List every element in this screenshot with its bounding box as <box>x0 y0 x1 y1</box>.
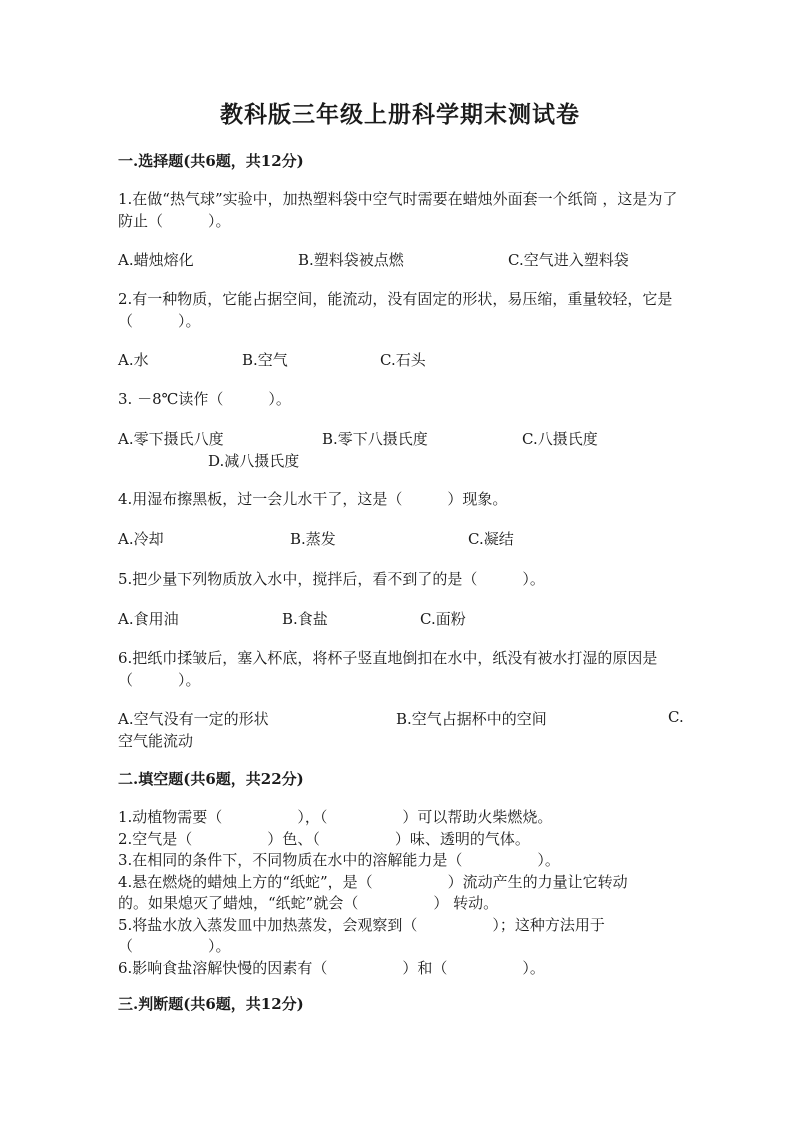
q5-option-b: B.食盐 <box>282 610 328 628</box>
fill-line-6: 6.影响食盐溶解快慢的因素有（ ）和（ ）。 <box>118 958 545 977</box>
q2-option-c: C.石头 <box>380 351 426 369</box>
page-title: 教科版三年级上册科学期末测试卷 <box>220 101 580 128</box>
q4-option-a: A.冷却 <box>118 530 164 548</box>
section-heading-choice: 一.选择题(共6题，共12分) <box>118 152 304 170</box>
q3-option-b: B.零下八摄氏度 <box>322 430 428 448</box>
fill-line-4b: 的。如果熄灭了蜡烛，“纸蛇”就会（ ） 转动。 <box>118 894 499 912</box>
fill-blank-list <box>118 807 698 979</box>
fill-line-2: 2.空气是（ ）色、（ ）味、透明的气体。 <box>118 829 530 848</box>
q4-option-c: C.凝结 <box>468 530 514 548</box>
q5-option-c: C.面粉 <box>420 610 466 628</box>
question-6: 6.把纸巾揉皱后，塞入杯底，将杯子竖直地倒扣在水中，纸没有被水打湿的原因是（ ）。 <box>118 649 658 689</box>
q4-option-b: B.蒸发 <box>290 530 336 548</box>
question-4: 4.用湿布擦黑板，过一会儿水干了，这是（ ）现象。 <box>118 490 508 508</box>
fill-line-5b: （ ）。 <box>118 937 231 955</box>
question-1: 1.在做“热气球”实验中，加热塑料袋中空气时需要在蜡烛外面套一个纸筒 ，这是为了防止（ ）。 <box>118 190 678 230</box>
fill-line-4a: 4.悬在燃烧的蜡烛上方的“纸蛇”，是（ ）流动产生的力量让它转动 <box>118 872 628 891</box>
section-heading-judge: 三.判断题(共6题，共12分) <box>118 995 304 1013</box>
question-5: 5.把少量下列物质放入水中，搅拌后，看不到了的是（ ）。 <box>118 570 545 588</box>
q3-option-d: D.减八摄氏度 <box>208 452 300 470</box>
fill-line-1: 1.动植物需要（ ），（ ）可以帮助火柴燃烧。 <box>118 808 553 826</box>
question-2: 2.有一种物质，它能占据空间，能流动，没有固定的形状，易压缩，重量较轻，它是 （ ）。 <box>118 290 673 330</box>
q6-option-c: C. <box>668 708 684 726</box>
q6-option-b: B.空气占据杯中的空间 <box>396 710 547 728</box>
q1-option-a: A.蜡烛熔化 <box>118 251 194 269</box>
fill-line-5a: 5.将盐水放入蒸发皿中加热蒸发，会观察到（ ）；这种方法用于 <box>118 915 605 934</box>
q6-option-a: A.空气没有一定的形状 <box>118 710 269 728</box>
q2-option-a: A.水 <box>118 351 149 369</box>
fill-line-3: 3.在相同的条件下，不同物质在水中的溶解能力是（ ）。 <box>118 851 560 869</box>
q6-option-c-text: 空气能流动 <box>118 732 194 750</box>
q1-option-b: B.塑料袋被点燃 <box>298 251 404 269</box>
q2-option-b: B.空气 <box>242 351 288 369</box>
q5-option-a: A.食用油 <box>118 610 179 628</box>
q3-option-c: C.八摄氏度 <box>522 430 598 448</box>
question-3: 3. －8℃读作（ ）。 <box>118 390 291 408</box>
q3-option-a: A.零下摄氏八度 <box>118 430 224 448</box>
q1-option-c: C.空气进入塑料袋 <box>508 251 629 269</box>
section-heading-fill: 二.填空题(共6题，共22分) <box>118 770 304 788</box>
